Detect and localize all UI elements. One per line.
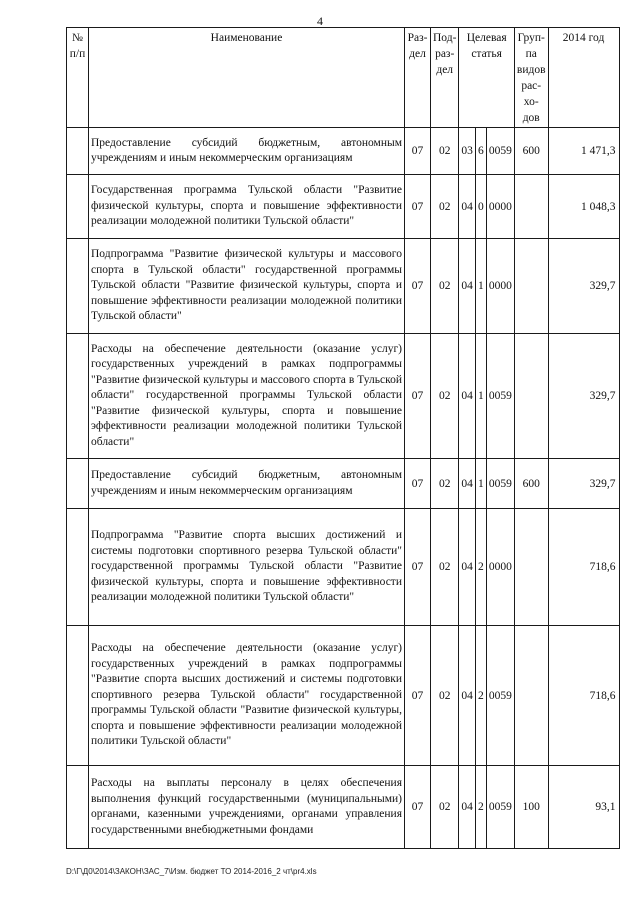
row-celevaya-3-cell: 0059	[486, 128, 514, 175]
row-name-cell: Расходы на обеспечение деятельности (оказание услуг) государственных учреждений в рамках подпрограммы "Развитие спорта высших достижений и системы подготовки спортивного резерва Тульской области" государственной программы Тульской области "Развитие физической культуры, спорта и повышение эффективности реализации молодежной политики Тульской области"	[89, 626, 405, 766]
table-row	[67, 626, 620, 766]
header-num: № п/п	[67, 28, 89, 128]
file-path-footer: D:\Г\Д0\2014\ЗАКОН\ЗАС_7\Изм. бюджет ТО 2014-2016_2 чт\pr4.xls	[66, 867, 317, 876]
row-razdel-cell: 07	[405, 509, 431, 626]
row-celevaya-3-cell: 0059	[486, 626, 514, 766]
row-amount-cell: 329,7	[548, 239, 619, 334]
row-celevaya-2-cell: 6	[475, 128, 486, 175]
row-vid-cell	[514, 509, 548, 626]
row-razdel-cell: 07	[405, 766, 431, 849]
header-razdel: Раз-дел	[405, 28, 431, 128]
row-razdel-cell: 07	[405, 334, 431, 459]
row-celevaya-2-cell: 1	[475, 459, 486, 509]
row-podrazdel-cell: 02	[431, 509, 459, 626]
row-celevaya-2-cell: 0	[475, 175, 486, 239]
row-celevaya-1-cell: 03	[459, 128, 476, 175]
row-amount-cell: 1 471,3	[548, 128, 619, 175]
table-row	[67, 459, 620, 509]
row-name-cell: Расходы на обеспечение деятельности (оказание услуг) государственных учреждений в рамках подпрограммы "Развитие физической культуры и массового спорта в Тульской области" государственной программы Тульской области "Развитие физической культуры, спорта и повышение эффективности реализации молодежной политики Тульской области"	[89, 334, 405, 459]
header-year: 2014 год	[548, 28, 619, 128]
row-podrazdel-cell: 02	[431, 128, 459, 175]
row-celevaya-1-cell: 04	[459, 459, 476, 509]
row-celevaya-3-cell: 0059	[486, 334, 514, 459]
row-razdel-cell: 07	[405, 239, 431, 334]
row-amount-cell: 1 048,3	[548, 175, 619, 239]
row-celevaya-3-cell: 0059	[486, 459, 514, 509]
header-gruppa: Груп-па видов рас-хо-дов	[514, 28, 548, 128]
row-podrazdel-cell: 02	[431, 175, 459, 239]
row-num-cell	[67, 626, 89, 766]
row-amount-cell: 718,6	[548, 626, 619, 766]
row-podrazdel-cell: 02	[431, 459, 459, 509]
row-name-cell: Предоставление субсидий бюджетным, автономным учреждениям и иным некоммерческим организациям	[89, 459, 405, 509]
row-amount-cell: 329,7	[548, 334, 619, 459]
row-num-cell	[67, 459, 89, 509]
row-vid-cell: 100	[514, 766, 548, 849]
row-celevaya-3-cell: 0059	[486, 766, 514, 849]
row-celevaya-3-cell: 0000	[486, 175, 514, 239]
row-celevaya-2-cell: 2	[475, 626, 486, 766]
row-num-cell	[67, 509, 89, 626]
row-num-cell	[67, 128, 89, 175]
row-name-cell: Расходы на выплаты персоналу в целях обеспечения выполнения функций государственными (муниципальными) органами, казенными учреждениями, органами управления государственными внебюджетными фондами	[89, 766, 405, 849]
row-vid-cell	[514, 175, 548, 239]
row-celevaya-1-cell: 04	[459, 626, 476, 766]
row-celevaya-1-cell: 04	[459, 334, 476, 459]
row-name-cell: Государственная программа Тульской области "Развитие физической культуры, спорта и повышение эффективности реализации молодежной политики Тульской области"	[89, 175, 405, 239]
row-celevaya-2-cell: 1	[475, 334, 486, 459]
row-vid-cell	[514, 626, 548, 766]
row-celevaya-2-cell: 2	[475, 766, 486, 849]
row-amount-cell: 718,6	[548, 509, 619, 626]
row-num-cell	[67, 175, 89, 239]
header-podrazdel: Под-раз-дел	[431, 28, 459, 128]
header-name: Наименование	[89, 28, 405, 128]
row-celevaya-3-cell: 0000	[486, 509, 514, 626]
row-celevaya-2-cell: 2	[475, 509, 486, 626]
row-vid-cell	[514, 239, 548, 334]
row-num-cell	[67, 239, 89, 334]
header-celevaya: Целевая статья	[459, 28, 515, 128]
row-celevaya-3-cell: 0000	[486, 239, 514, 334]
page-number: 4	[317, 14, 323, 28]
row-amount-cell: 93,1	[548, 766, 619, 849]
row-celevaya-1-cell: 04	[459, 509, 476, 626]
row-celevaya-1-cell: 04	[459, 175, 476, 239]
row-celevaya-1-cell: 04	[459, 239, 476, 334]
table-row	[67, 766, 620, 849]
row-amount-cell: 329,7	[548, 459, 619, 509]
row-name-cell: Подпрограмма "Развитие спорта высших достижений и системы подготовки спортивного резерва Тульской области" государственной программы Тульской области "Развитие физической культуры, спорта и повышение эффективности реализации молодежной политики Тульской области"	[89, 509, 405, 626]
row-vid-cell	[514, 334, 548, 459]
row-podrazdel-cell: 02	[431, 626, 459, 766]
table-row	[67, 334, 620, 459]
table-row	[67, 128, 620, 175]
row-podrazdel-cell: 02	[431, 766, 459, 849]
row-num-cell	[67, 334, 89, 459]
row-celevaya-2-cell: 1	[475, 239, 486, 334]
row-razdel-cell: 07	[405, 175, 431, 239]
row-razdel-cell: 07	[405, 128, 431, 175]
table-row	[67, 239, 620, 334]
row-vid-cell: 600	[514, 128, 548, 175]
row-celevaya-1-cell: 04	[459, 766, 476, 849]
row-razdel-cell: 07	[405, 626, 431, 766]
row-vid-cell: 600	[514, 459, 548, 509]
row-name-cell: Подпрограмма "Развитие физической культуры и массового спорта в Тульской области" государственной программы Тульской области "Развитие физической культуры, спорта и повышение эффективности реализации молодежной политики Тульской области"	[89, 239, 405, 334]
row-num-cell	[67, 766, 89, 849]
row-name-cell: Предоставление субсидий бюджетным, автономным учреждениям и иным некоммерческим организациям	[89, 128, 405, 175]
budget-table	[66, 27, 620, 849]
table-header-row	[67, 28, 620, 128]
table-row	[67, 509, 620, 626]
row-razdel-cell: 07	[405, 459, 431, 509]
table-row	[67, 175, 620, 239]
row-podrazdel-cell: 02	[431, 334, 459, 459]
row-podrazdel-cell: 02	[431, 239, 459, 334]
